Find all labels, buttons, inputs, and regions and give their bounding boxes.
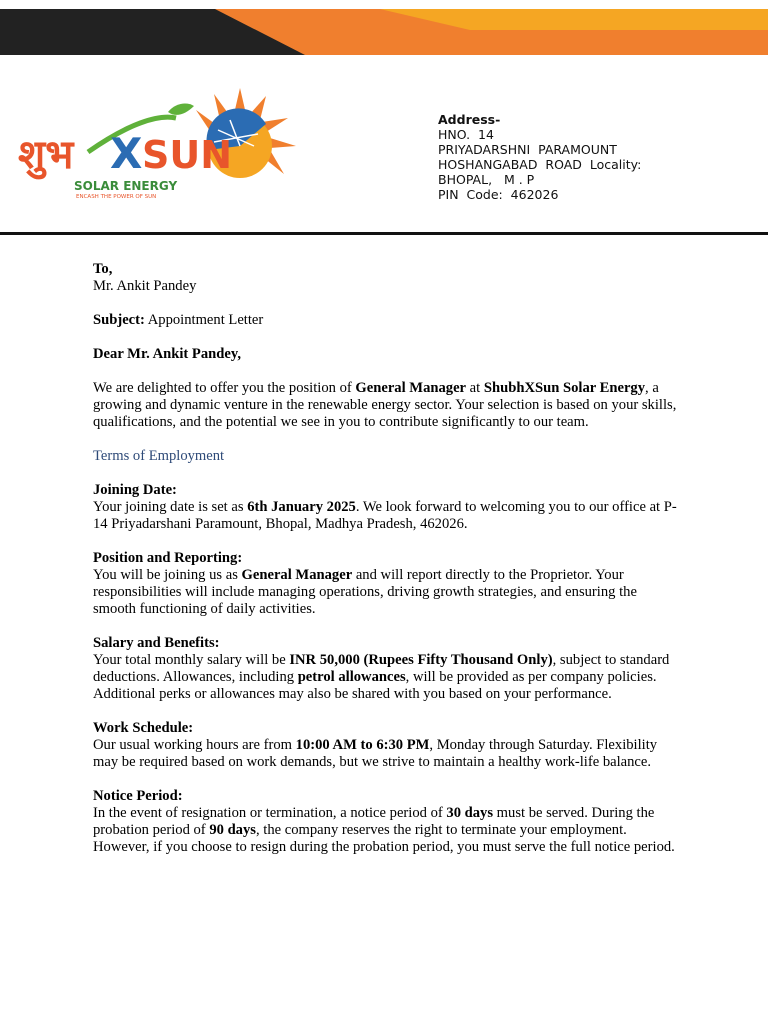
address-line: HNO. 14 xyxy=(438,127,494,142)
letter-body xyxy=(93,261,683,856)
address-line: HOSHANGABAD ROAD Locality: xyxy=(438,157,642,172)
company-logo xyxy=(18,84,300,202)
intro-paragraph: We are delighted to offer you the position of General Manager at ShubhXSun Solar Energy, a growing and dynamic venture in the renewable energy sector. Your selection is based on your skills, qualifications, and the potential we see in you to contribute significantly to our team. xyxy=(93,380,677,430)
position-paragraph: You will be joining us as General Manager and will report directly to the Proprietor. Your responsibilities will include managing operations, driving growth strategies, and ensuring the smooth functioning of daily activities. xyxy=(93,567,637,617)
address-line: BHOPAL, M . P xyxy=(438,172,535,187)
logo-subtagline: ENCASH THE POWER OF SUN xyxy=(76,194,157,200)
subject-line xyxy=(93,312,683,329)
recipient-name: Mr. Ankit Pandey xyxy=(93,278,197,294)
logo-x: X xyxy=(110,129,143,178)
notice-paragraph: In the event of resignation or termination, a notice period of 30 days must be served. During the probation period of 90 days, the company reserves the right to terminate your employment. However, if you choose to resign during the probation period, you must serve the full notice period. xyxy=(93,805,675,855)
logo-devanagari: शुभ xyxy=(18,132,74,178)
address-heading: Address- xyxy=(438,112,501,127)
notice-title: Notice Period: xyxy=(93,788,183,804)
header-banner xyxy=(0,0,768,60)
salutation: Dear Mr. Ankit Pandey, xyxy=(93,346,241,362)
joining-paragraph: Your joining date is set as 6th January 2025. We look forward to welcoming you to our office at P-14 Priyadarshani Paramount, Bhopal, Madhya Pradesh, 462026. xyxy=(93,499,677,532)
address-block xyxy=(438,112,641,202)
logo-tagline: SOLAR ENERGY xyxy=(74,179,178,193)
schedule-title: Work Schedule: xyxy=(93,720,194,736)
logo-brand: SUN xyxy=(142,133,233,177)
header-divider xyxy=(0,232,768,235)
salary-paragraph: Your total monthly salary will be INR 50,000 (Rupees Fifty Thousand Only), subject to standard deductions. Allowances, including petrol allowances, will be provided as per company policies. Additional perks or allowances may also be shared with you based on your performance. xyxy=(93,652,670,702)
address-line: PRIYADARSHNI PARAMOUNT xyxy=(438,142,617,157)
subject-text: Appointment Letter xyxy=(144,312,264,328)
position-title: Position and Reporting: xyxy=(93,550,243,566)
subject-label: Subject: xyxy=(93,312,145,328)
to-label: To, xyxy=(93,261,113,277)
joining-title: Joining Date: xyxy=(93,482,177,498)
terms-heading: Terms of Employment xyxy=(93,448,225,464)
schedule-paragraph: Our usual working hours are from 10:00 AM to 6:30 PM, Monday through Saturday. Flexibility may be required based on work demands, but we strive to maintain a healthy work-life balance. xyxy=(93,737,658,770)
salary-title: Salary and Benefits: xyxy=(93,635,220,651)
address-line: PIN Code: 462026 xyxy=(438,187,559,202)
